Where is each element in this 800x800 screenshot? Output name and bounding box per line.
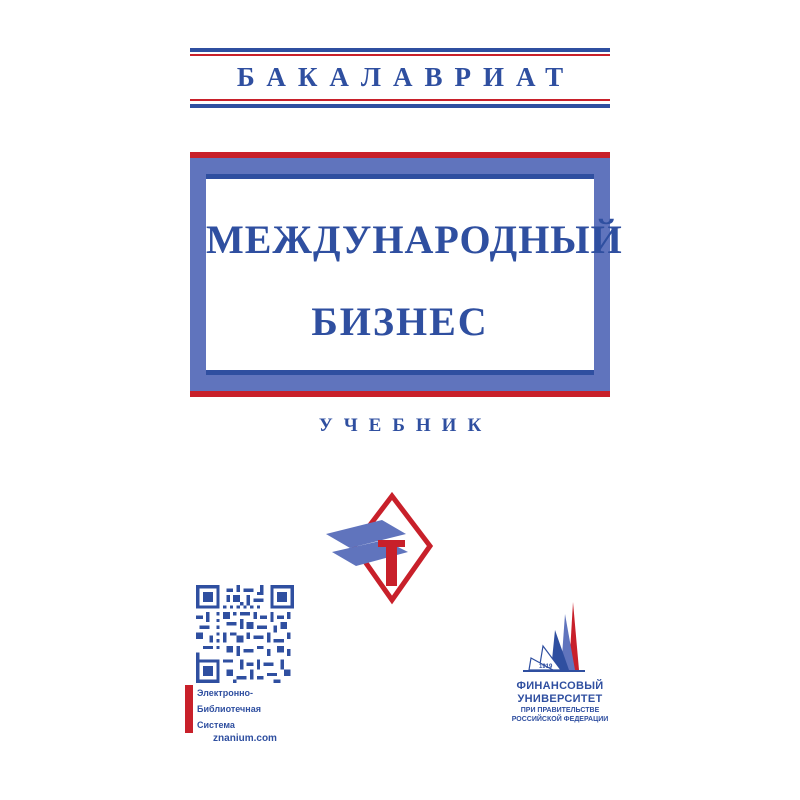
- title-line-2: БИЗНЕС: [311, 299, 489, 344]
- series-band-label: БАКАЛАВРИАТ: [236, 62, 576, 92]
- znanium-red-bar: [185, 685, 193, 733]
- finuniver-line-3: ПРИ ПРАВИТЕЛЬСТВЕ: [520, 707, 600, 714]
- znanium-lines: [197, 685, 305, 733]
- finuniver-line-4: РОССИЙСКОЙ ФЕДЕРАЦИИ: [511, 716, 609, 723]
- finuniver-line-2: УНИВЕРСИТЕТ: [517, 693, 603, 705]
- znanium-url[interactable]: znanium.com: [213, 733, 277, 744]
- finuniver-text: [495, 680, 625, 724]
- series-band: [190, 48, 610, 108]
- title-inner-frame: [206, 174, 623, 375]
- finuniver-line-1: ФИНАНСОВЫЙ: [516, 680, 604, 692]
- znanium-line-1: Электронно-: [197, 688, 254, 698]
- title-plate: [190, 152, 623, 397]
- znanium-label[interactable]: [185, 685, 305, 747]
- qr-code-icon[interactable]: [185, 585, 305, 683]
- subtitle: УЧЕБНИК: [318, 415, 493, 436]
- diamond-ribbon-icon: [322, 490, 442, 605]
- svg-text:1919: 1919: [539, 664, 553, 670]
- znanium-line-2: Библиотечная: [197, 704, 261, 714]
- znanium-block[interactable]: [185, 585, 305, 747]
- page-title: [206, 215, 623, 347]
- finuniver-block: [495, 600, 625, 724]
- band-rule-blue-bottom: [190, 104, 610, 108]
- title-line-1: МЕЖДУНАРОДНЫЙ: [206, 217, 623, 262]
- band-rule-red-bottom: [190, 99, 610, 101]
- band-rule-blue-top: [190, 48, 610, 52]
- znanium-line-3: Система: [197, 720, 235, 730]
- finuniver-logo-icon: [495, 600, 625, 678]
- band-rule-red-top: [190, 54, 610, 56]
